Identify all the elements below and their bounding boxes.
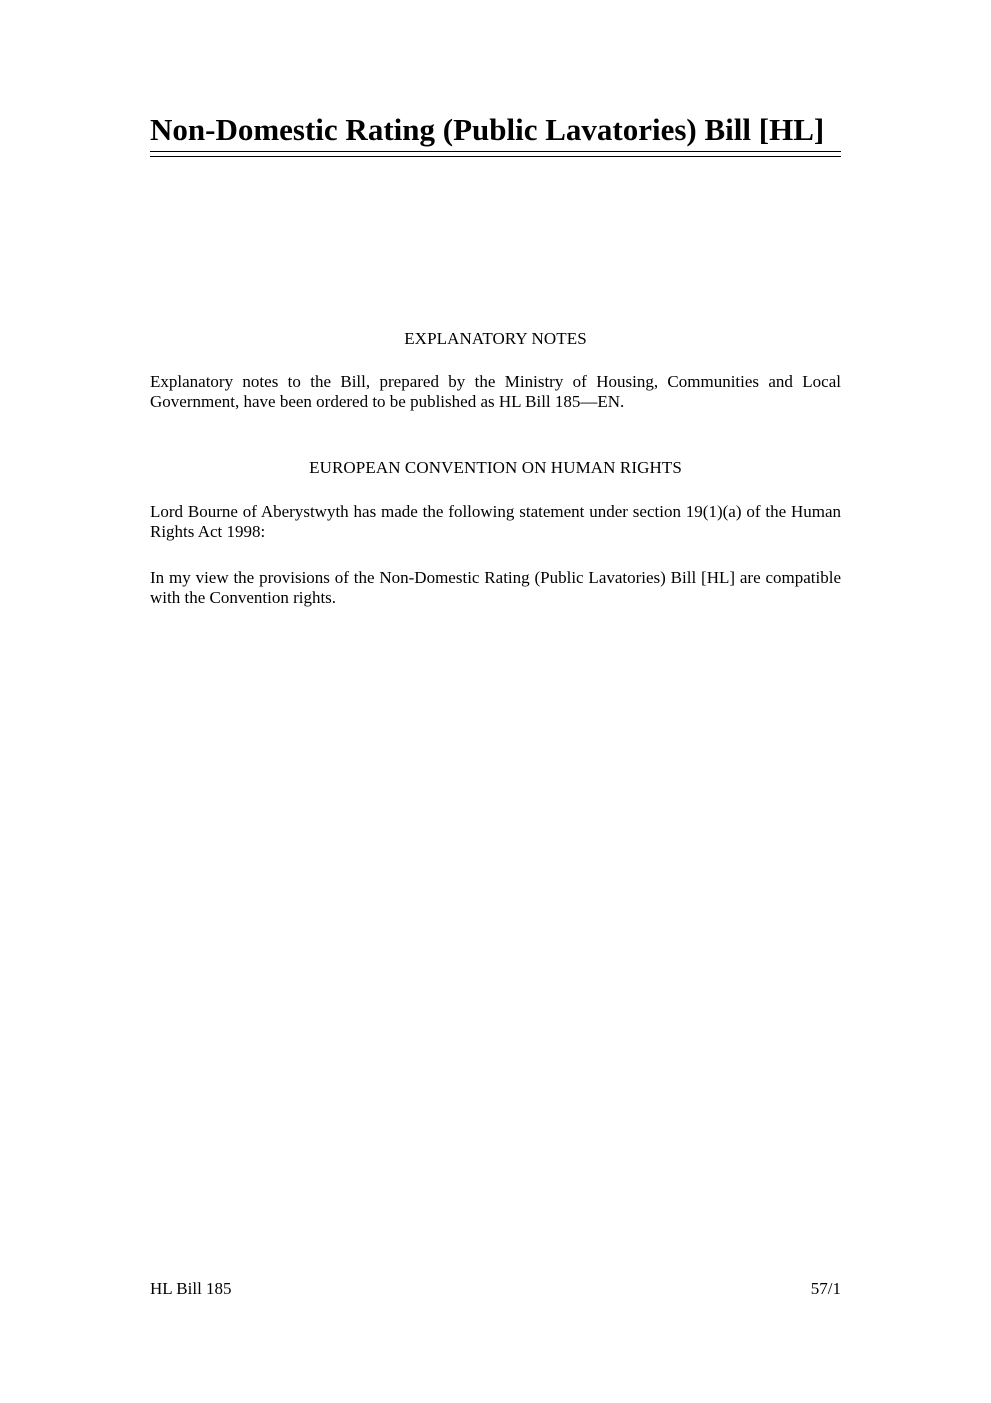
title-underline-bottom — [150, 156, 841, 157]
echr-statement-intro: Lord Bourne of Aberystwyth has made the following statement under section 19(1)(a) of the Human Rights Act 1998: — [150, 502, 841, 541]
echr-heading: EUROPEAN CONVENTION ON HUMAN RIGHTS — [309, 458, 682, 477]
explanatory-notes-heading: EXPLANATORY NOTES — [404, 329, 587, 348]
footer-page-code: 57/1 — [810, 1279, 841, 1298]
explanatory-notes-paragraph: Explanatory notes to the Bill, prepared by the Ministry of Housing, Communities and Local Government, have been ordered to be published as HL Bill 185—EN. — [150, 372, 841, 411]
bill-title: Non-Domestic Rating (Public Lavatories) Bill [HL] — [150, 112, 825, 147]
footer-bill-reference: HL Bill 185 — [150, 1279, 232, 1298]
echr-compatibility-statement: In my view the provisions of the Non-Domestic Rating (Public Lavatories) Bill [HL] are compatible with the Convention rights. — [150, 568, 841, 607]
title-underline-top — [150, 151, 841, 152]
